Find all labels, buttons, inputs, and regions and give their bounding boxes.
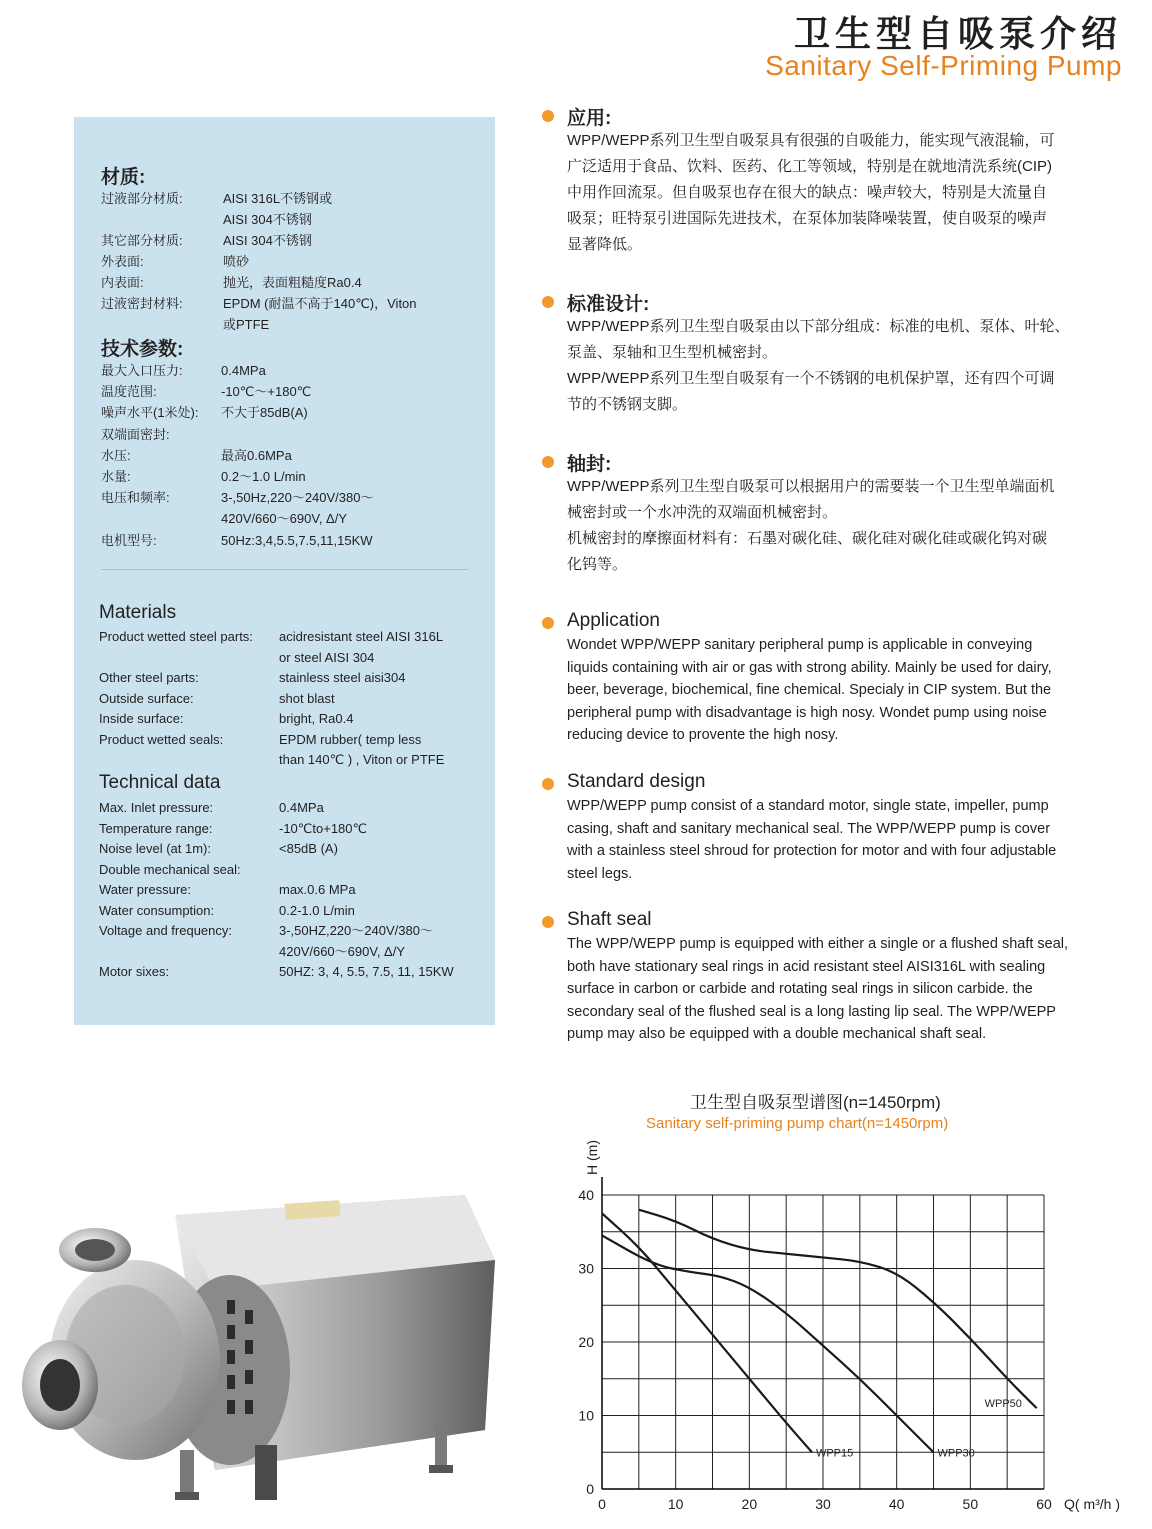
y-axis-label: H (m) [584,1140,600,1175]
tech-heading-en: Technical data [99,772,221,793]
y-tick-label: 20 [578,1334,594,1350]
bullet-icon [542,617,554,629]
spec-value: 0.4MPa [279,800,324,815]
spec-label: 其它部分材质: [101,233,183,248]
spec-value: max.0.6 MPa [279,882,356,897]
series-line-wpp15 [602,1213,812,1452]
spec-value: 0.2～1.0 L/min [221,469,306,484]
spec-value: 不大于85dB(A) [221,405,308,421]
spec-label: 噪声水平(1米处): [101,405,199,421]
spec-label: Water consumption: [99,902,215,918]
spec-value: 50HZ: 3, 4, 5.5, 7.5, 11, 15KW [279,964,454,979]
x-tick-label: 50 [962,1496,979,1512]
bullet-icon [542,110,554,122]
section-body [567,314,1127,418]
section-body [567,795,1147,885]
spec-label: Product wetted seals: [99,731,224,747]
section-line: liquids containing with air or gas with strong ability. Mainly be used for dairy, [567,659,1052,676]
x-tick-label: 20 [741,1496,758,1512]
section-line: 化钨等。 [567,556,628,573]
pump-performance-chart [570,1130,1150,1525]
spec-label: Voltage and frequency: [99,923,232,938]
series-label: WPP30 [937,1447,975,1460]
page-title-cn: 卫生型自吸泵介绍 [793,14,1122,55]
section-line: The WPP/WEPP pump is equipped with either a single or a flushed shaft seal, [567,936,1069,952]
spec-label: Outside surface: [99,690,194,706]
section-line: pump may also be equipped with a double mechanical shaft seal. [567,1026,987,1042]
spec-label: Inside surface: [99,711,184,726]
spec-value: EPDM (耐温不高于140℃)，Viton [223,296,417,311]
section-line: with a stainless steel shroud for protection for motor and with four adjustable [567,843,1057,859]
spec-value: 0.4MPa [221,363,266,378]
pump-photo [15,1180,495,1525]
section-heading: Standard design [567,771,706,792]
spec-value: 喷砂 [223,254,250,269]
spec-value: acidresistant steel AISI 316L [279,629,444,644]
spec-label: 最大入口压力: [101,363,183,378]
leg [180,1450,194,1495]
spec-value: shot blast [279,690,335,706]
x-tick-label: 0 [598,1496,606,1512]
spec-value: AISI 316L不锈钢或 [223,191,333,206]
section-line: both have stationary seal rings in acid resistant steel AISI316L with sealing [567,958,1046,975]
spec-value: 420V/660～690V, Δ/Y [221,511,348,527]
section-heading: 标准设计: [567,294,650,315]
spec-label: Double mechanical seal: [99,861,241,877]
leg-foot [175,1492,199,1500]
spec-label: 水压: [101,447,131,463]
spec-value: 50Hz:3,4,5.5,7.5,11,15KW [221,532,373,548]
materials-heading-en: Materials [99,602,177,623]
section-line: WPP/WEPP pump consist of a standard motor, single state, impeller, pump [567,798,1049,814]
series-label: WPP15 [815,1447,854,1460]
spec-label: 内表面: [101,275,144,290]
section-line: WPP/WEPP系列卫生型自吸泵有一个不锈钢的电机保护罩，还有四个可调 [567,370,1055,387]
section-line: reducing device to provente the high nosy. [567,727,839,743]
section-line: Wondet WPP/WEPP sanitary peripheral pump is applicable in conveying [567,637,1033,653]
spec-label: 双端面密封: [101,426,170,442]
spec-value: bright, Ra0.4 [279,711,354,726]
section-heading: Application [567,610,660,631]
spec-value: or steel AISI 304 [279,649,375,665]
spec-value: 或PTFE [223,317,270,332]
section-body [567,128,1127,258]
spec-label: 水量: [101,469,131,484]
spec-value: AISI 304不锈钢 [223,233,312,248]
section-line: WPP/WEPP系列卫生型自吸泵具有很强的自吸能力，能实现气液混输，可 [567,132,1055,149]
section-line: 中用作回流泵。但自吸泵也存在很大的缺点：噪声较大，特别是大流量自 [567,184,1048,201]
chart-subtitle: Sanitary self-priming pump chart(n=1450rpm) [646,1115,949,1132]
section-line: 械密封或一个水冲洗的双端面机械密封。 [567,504,838,521]
spec-value: 抛光，表面粗糙度Ra0.4 [223,275,362,290]
spec-value: -10℃to+180℃ [279,820,368,836]
spec-value: -10℃～+180℃ [221,384,312,400]
spec-label: Temperature range: [99,820,213,836]
spec-label: 电压和频率: [101,490,170,506]
spec-label: Noise level (at 1m): [99,841,211,856]
section-line: 机械密封的摩擦面材料有：石墨对碳化硅、碳化硅对碳化硅或碳化钨对碳 [567,530,1048,547]
section-body [567,933,1147,1046]
section-body [567,474,1127,578]
page-title-en: Sanitary Self-Priming Pump [765,50,1122,81]
section-line: 显著降低。 [567,236,643,253]
x-tick-label: 40 [888,1496,905,1512]
y-tick-label: 40 [578,1187,594,1203]
section-line: peripheral pump with disadvantage is high nosy. Wondet pump using noise [567,704,1047,721]
spec-value: 3-,50Hz,220～240V/380～ [221,490,374,506]
spec-label: Max. Inlet pressure: [99,800,214,815]
bullet-icon [542,456,554,468]
x-axis-label: Q( m³/h ) [1064,1496,1120,1512]
y-tick-label: 10 [578,1407,594,1424]
section-line: WPP/WEPP系列卫生型自吸泵由以下部分组成：标准的电机、泵体、叶轮、 [567,318,1070,335]
spec-label: 过液密封材料: [101,296,183,311]
spec-label: 温度范围: [101,384,157,400]
spec-label: 电机型号: [101,532,157,548]
section-line: secondary seal of the flushed seal is a long lasting lip seal. The WPP/WEPP [567,1003,1056,1020]
bullet-icon [542,296,554,308]
spec-value: EPDM rubber( temp less [279,731,422,747]
y-tick-label: 30 [578,1260,594,1277]
y-tick-label: 0 [586,1481,594,1497]
spec-label: Product wetted steel parts: [99,629,253,644]
section-heading: 应用: [567,108,612,129]
section-line: 节的不锈钢支脚。 [567,396,688,413]
section-line: 吸泵；旺特泵引进国际先进技术，在泵体加装降噪装置，使自吸泵的噪声 [567,210,1048,227]
junction-box [255,1445,277,1500]
chart-title: 卫生型自吸泵型谱图(n=1450rpm) [690,1093,941,1112]
section-line: beer, beverage, biochemical, fine chemical. Specialy in CIP system. But the [567,682,1052,698]
spec-value: 最高0.6MPa [221,447,292,463]
spec-label: Motor sixes: [99,964,170,979]
spec-value: <85dB (A) [279,841,338,856]
outlet-port [75,1239,115,1261]
section-line: casing, shaft and sanitary mechanical seal. The WPP/WEPP pump is cover [567,820,1051,837]
leg [435,1425,447,1470]
x-tick-label: 60 [1036,1496,1052,1512]
section-line: surface in carbon or carbide and rotating seal rings in silicon carbide. the [567,981,1033,997]
spec-value: 0.2-1.0 L/min [279,902,355,918]
section-heading: 轴封: [567,454,612,475]
tech-heading-cn: 技术参数: [101,339,184,360]
spec-label: Other steel parts: [99,670,199,685]
spec-label: 过液部分材质: [101,191,183,206]
section-line: 泵盖、泵轴和卫生型机械密封。 [567,344,778,361]
spec-value: 420V/660～690V, Δ/Y [279,943,406,959]
section-line: steel legs. [567,865,633,882]
spec-label: 外表面: [101,254,144,269]
section-line: WPP/WEPP系列卫生型自吸泵可以根据用户的需要装一个卫生型单端面机 [567,478,1055,495]
spec-value: than 140℃ ) , Viton or PTFE [279,752,445,767]
spec-label: Water pressure: [99,882,191,897]
materials-heading-cn: 材质: [101,167,146,188]
inlet-port [40,1359,80,1411]
bullet-icon [542,916,554,928]
spec-value: stainless steel aisi304 [279,670,406,685]
section-body [567,634,1147,747]
divider [101,569,468,570]
spec-value: 3-,50HZ,220～240V/380～ [279,923,433,938]
section-heading: Shaft seal [567,909,652,930]
spec-value: AISI 304不锈钢 [223,212,312,227]
series-label: WPP50 [984,1398,1022,1411]
section-line: 广泛适用于食品、饮料、医药、化工等领域，特别是在就地清洗系统(CIP) [567,158,1052,175]
x-tick-label: 30 [815,1496,831,1512]
leg-foot [429,1465,453,1473]
x-tick-label: 10 [667,1496,684,1512]
bullet-icon [542,778,554,790]
